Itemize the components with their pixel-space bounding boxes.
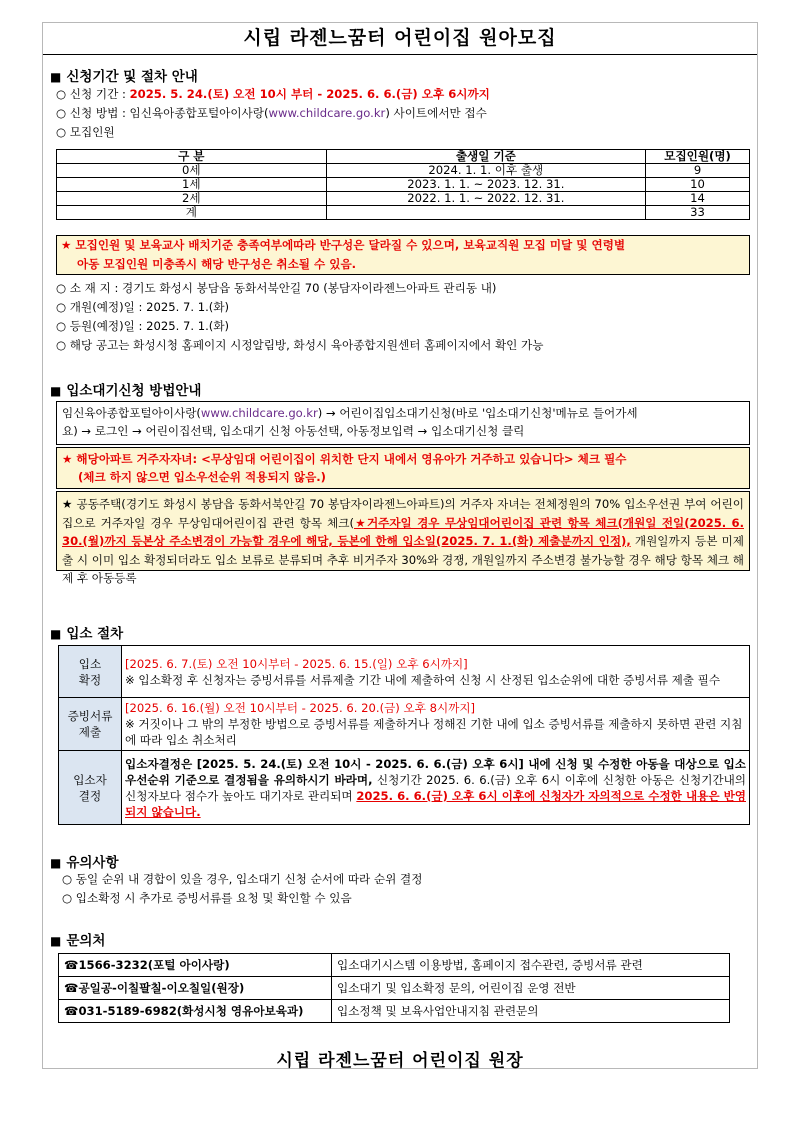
- table-row: ☎1566-3232(포털 아이사랑) 입소대기시스템 이용방법, 홈페이지 접수관련, 증빙서류 관련: [59, 954, 730, 977]
- list-item: ○ 동일 순위 내 경합이 있을 경우, 입소대기 신청 순서에 따라 순위 결정: [62, 872, 423, 886]
- footer-signature: 시립 라젠느꿈터 어린이집 원장: [276, 1051, 524, 1071]
- table-row: 입소 확정 [2025. 6. 7.(토) 오전 10시부터 - 2025. 6. 15.(일) 오후 6시까지] ※ 입소확정 후 신청자는 증빙서류를 서류제출 기간 내에 제출하여 신청 시 산정된 입소순위에 대한 증빙서류 제출 필수: [59, 646, 750, 698]
- table-row: 2세 2022. 1. 1. ~ 2022. 12. 31. 14: [57, 192, 750, 206]
- section-heading-contact: ■ 문의처: [50, 933, 106, 949]
- resident-priority-box: ★ 공동주택(경기도 화성시 봉담읍 동화서북안길 70 봉담자이라젠느아파트)의 거주자 자녀는 전체정원의 70% 입소우선권 부여 어린이집으로 거주자일 경우 무상임대어린이집 관련 항목 체크(★거주자일 경우 무상임대어린이집 관련 항목 체크(개원일 전일(2025. 6. 30.(월)까지 등본상 주소변경이 가능할 경우에 해당, 등본에 한해 입소일(2025. 7. 1.(화) 제출분까지 인정), 개원일까지 등본 미제출 시 이미 입소 확정되더라도 입소 보류로 분류되며 추후 비거주자 30%와 경쟁, 개원일까지 주소변경 불가능할 경우 해당 항목 체크 해제 후 아동등록: [56, 491, 750, 571]
- section-heading-waitlist: ■ 입소대기신청 방법안내: [50, 383, 202, 399]
- address: ○ 소 재 지 : 경기도 화성시 봉담읍 동화서북안길 70 (봉담자이라젠느아파트 관리동 내): [56, 281, 497, 295]
- apply-method: ○ 신청 방법 : 임신육아종합포털아이사랑(www.childcare.go.kr) 사이트에서만 접수: [56, 106, 487, 120]
- table-row: 1세 2023. 1. 1. ~ 2023. 12. 31. 10: [57, 178, 750, 192]
- process-table: [58, 645, 750, 825]
- section-heading-notes: ■ 유의사항: [50, 855, 119, 871]
- table-row: 0세 2024. 1. 1. 이후 출생 9: [57, 164, 750, 178]
- bullet-square-icon: ■: [50, 384, 62, 398]
- recruit-table: [56, 149, 750, 220]
- childcare-link[interactable]: www.childcare.go.kr: [200, 406, 318, 420]
- process-head-confirm: 입소 확정: [59, 646, 122, 698]
- contact-phone[interactable]: ☎공일공-이칠팔칠-이오칠일(원장): [59, 977, 332, 1000]
- table-header: 출생일 기준: [326, 150, 646, 164]
- bullet-square-icon: ■: [50, 70, 62, 84]
- list-item: ○ 입소확정 시 추가로 증빙서류를 요청 및 확인할 수 있음: [62, 891, 352, 905]
- open-date: ○ 개원(예정)일 : 2025. 7. 1.(화): [56, 300, 230, 314]
- table-row: 증빙서류 제출 [2025. 6. 16.(월) 오전 10시부터 - 2025. 6. 20.(금) 오후 8시까지] ※ 거짓이나 그 밖의 부정한 방법으로 증빙서류를 제출하거나 정해진 기한 내에 입소 증빙서류를 제출하지 못하면 관련 지침에 따라 입소 취소처리: [59, 698, 750, 751]
- recruit-label: ○ 모집인원: [56, 125, 115, 139]
- contact-phone[interactable]: ☎031-5189-6982(화성시청 영유아보육과): [59, 1000, 332, 1023]
- bullet-square-icon: ■: [50, 627, 62, 641]
- bullet-square-icon: ■: [50, 934, 62, 948]
- recruit-warning: ★ 모집인원 및 보육교사 배치기준 충족여부에따라 반구성은 달라질 수 있으며, 보육교직원 모집 미달 및 연령별 아동 모집인원 미충족시 해당 반구성은 취소될 수 있음.: [56, 235, 750, 275]
- table-header: 구 분: [57, 150, 327, 164]
- process-head-decision: 입소자 결정: [59, 751, 122, 825]
- enroll-date: ○ 등원(예정)일 : 2025. 7. 1.(화): [56, 319, 230, 333]
- table-row: ☎031-5189-6982(화성시청 영유아보육과) 입소정책 및 보육사업안내지침 관련문의: [59, 1000, 730, 1023]
- bullet-square-icon: ■: [50, 856, 62, 870]
- notice: ○ 해당 공고는 화성시청 홈페이지 시정알림방, 화성시 육아종합지원센터 홈페이지에서 확인 가능: [56, 338, 544, 352]
- section-heading-apply: ■ 신청기간 및 절차 안내: [50, 69, 198, 85]
- table-row: 입소자 결정 입소자결정은 [2025. 5. 24.(토) 오전 10시 - 2025. 6. 6.(금) 오후 6시] 내에 신청 및 수정한 아동을 대상으로 입소우선순위 기준으로 결정됨을 유의하시기 바라며, 신청기간 2025. 6. 6.(금) 오후 6시 이후에 신청한 아동은 신청기간내의 신청자보다 점수가 높아도 대기자로 관리되며 2025. 6. 6.(금) 오후 6시 이후에 신청자가 자의적으로 수정한 내용은 반영되지 않습니다.: [59, 751, 750, 825]
- page-title: 시립 라젠느꿈터 어린이집 원아모집: [43, 23, 757, 55]
- contact-phone[interactable]: ☎1566-3232(포털 아이사랑): [59, 954, 332, 977]
- resident-check-box: ★ 해당아파트 거주자자녀: <무상임대 어린이집이 위치한 단지 내에서 영유아가 거주하고 있습니다> 체크 필수 (체크 하지 않으면 입소우선순위 적용되지 않음.): [56, 447, 750, 489]
- contact-table: [58, 953, 730, 1023]
- waitlist-method-box: 임신육아종합포털아이사랑(www.childcare.go.kr) → 어린이집입소대기신청(바로 '입소대기신청'메뉴로 들어가세 요) → 로그인 → 어린이집선택, 입소대기 신청 아동선택, 아동정보입력 → 입소대기신청 클릭: [56, 401, 750, 445]
- table-row-total: 계 33: [57, 206, 750, 220]
- table-header-row: [57, 150, 750, 164]
- apply-period: ○ 신청 기간 : 2025. 5. 24.(토) 오전 10시 부터 - 2025. 6. 6.(금) 오후 6시까지: [56, 87, 490, 101]
- childcare-link[interactable]: www.childcare.go.kr: [268, 106, 386, 120]
- section-heading-process: ■ 입소 절차: [50, 626, 124, 642]
- table-header: 모집인원(명): [646, 150, 750, 164]
- process-head-documents: 증빙서류 제출: [59, 698, 122, 751]
- table-row: ☎공일공-이칠팔칠-이오칠일(원장) 입소대기 및 입소확정 문의, 어린이집 운영 전반: [59, 977, 730, 1000]
